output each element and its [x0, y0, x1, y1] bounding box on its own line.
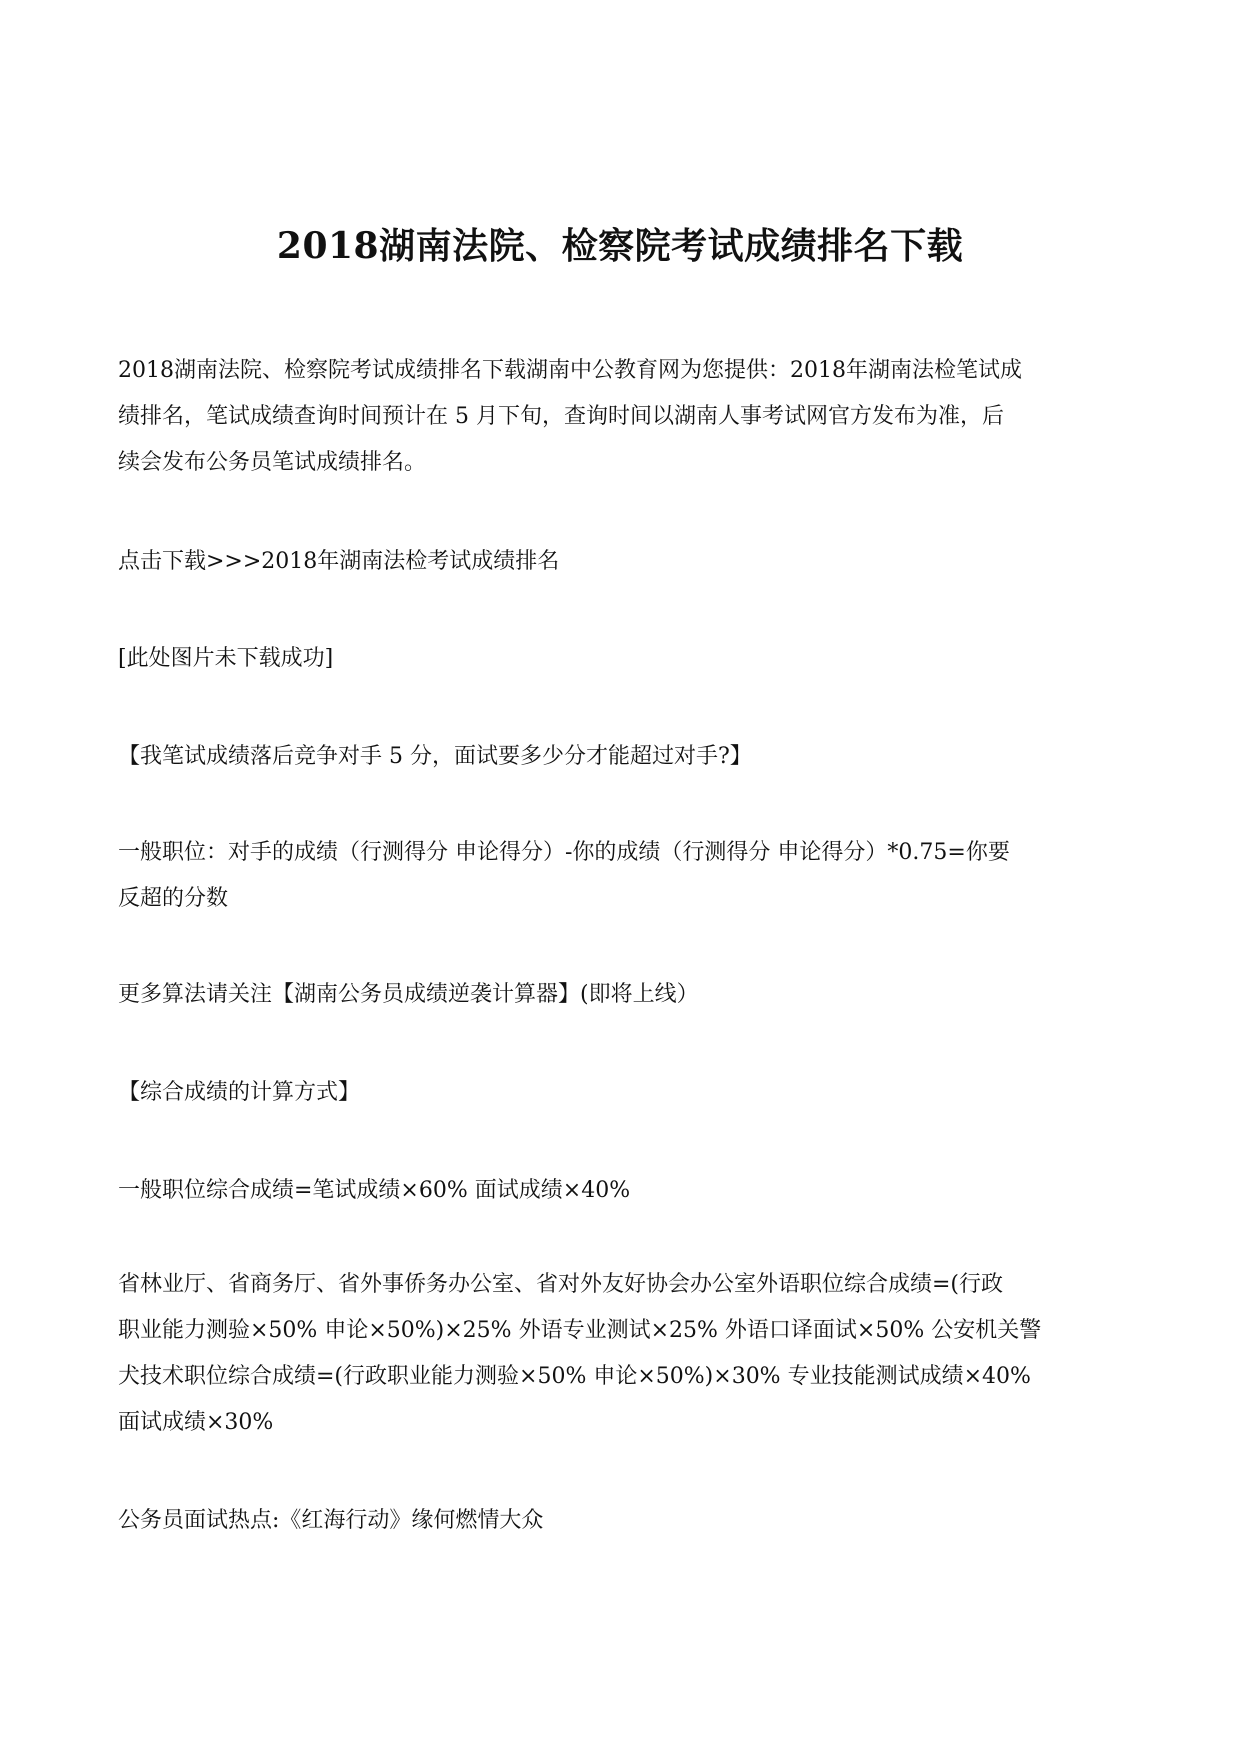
more-algorithms-note: 更多算法请关注【湖南公务员成绩逆袭计算器】(即将上线）	[118, 982, 699, 1007]
special-score-line-4: 面试成绩×30%	[118, 1410, 274, 1435]
special-score-line-2: 职业能力测验×50% 申论×50%)×25% 外语专业测试×25% 外语口译面试×50% 公安机关警	[118, 1318, 1042, 1343]
calc-heading: 【综合成绩的计算方式】	[118, 1080, 361, 1105]
intro-paragraph	[118, 348, 1128, 486]
image-placeholder: [此处图片未下载成功]	[118, 646, 334, 671]
general-formula-paragraph	[118, 830, 1128, 922]
question-heading: 【我笔试成绩落后竞争对手 5 分，面试要多少分才能超过对手?】	[118, 744, 752, 769]
hotspot-link[interactable]: 公务员面试热点:《红海行动》缘何燃情大众	[118, 1508, 544, 1533]
special-score-line-1: 省林业厅、省商务厅、省外事侨务办公室、省对外友好协会办公室外语职位综合成绩=(行政	[118, 1272, 1004, 1297]
download-link[interactable]: 点击下载>>>2018年湖南法检考试成绩排名	[118, 549, 560, 574]
intro-line-2: 绩排名，笔试成绩查询时间预计在 5 月下旬，查询时间以湖南人事考试网官方发布为准，后	[118, 404, 1004, 429]
special-score-paragraph	[118, 1262, 1128, 1446]
intro-line-1: 2018湖南法院、检察院考试成绩排名下载湖南中公教育网为您提供：2018年湖南法检笔试成	[118, 358, 1022, 383]
general-formula-line-2: 反超的分数	[118, 886, 229, 911]
page-title: 2018湖南法院、检察院考试成绩排名下载	[276, 225, 964, 267]
special-score-line-3: 犬技术职位综合成绩=(行政职业能力测验×50% 申论×50%)×30% 专业技能测试成绩×40%	[118, 1364, 1031, 1389]
intro-line-3: 续会发布公务员笔试成绩排名。	[118, 450, 427, 475]
general-formula-line-1: 一般职位：对手的成绩（行测得分 申论得分）-你的成绩（行测得分 申论得分）*0.75=你要	[118, 840, 1010, 865]
general-score-formula: 一般职位综合成绩=笔试成绩×60% 面试成绩×40%	[118, 1178, 631, 1203]
